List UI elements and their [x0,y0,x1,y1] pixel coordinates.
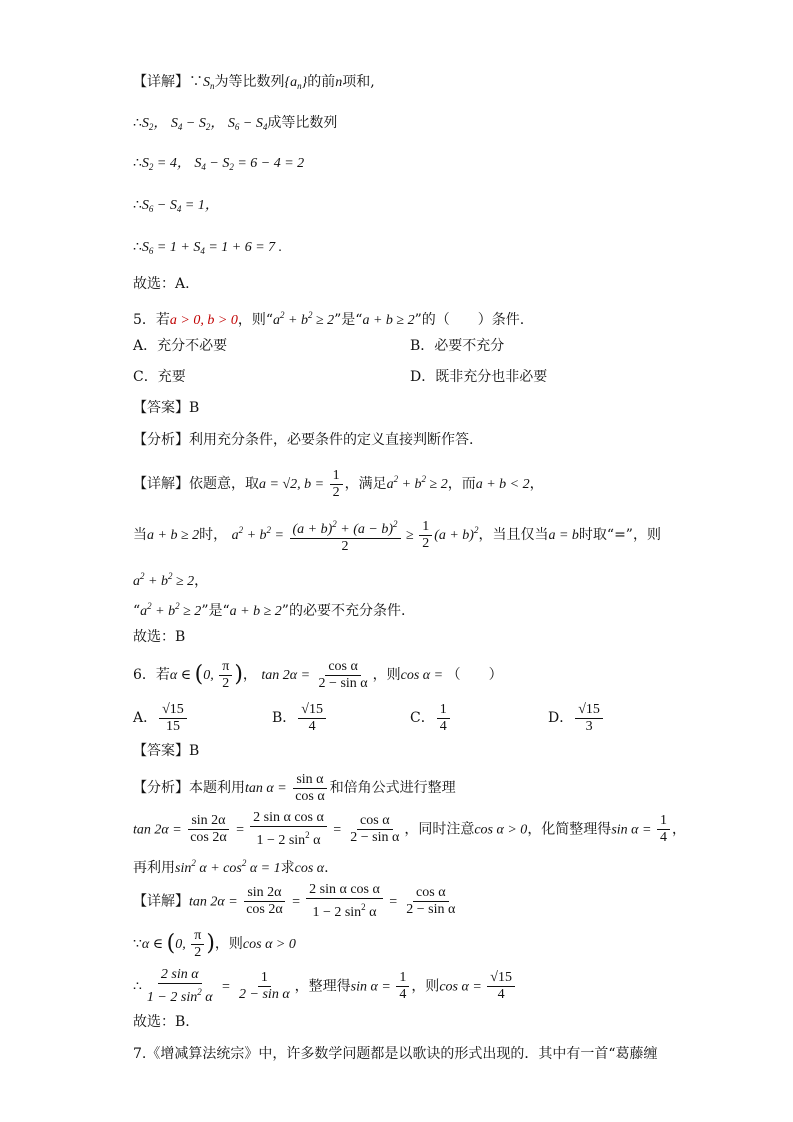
therefore-symbol: ∴ [133,115,142,131]
q5-detail-line3: $a^2 + b^2 \ge 2$， [133,571,209,589]
q6-choose: 故选：B. [133,1014,190,1030]
q6-analysis-line3: 再利用$\sin^2 \alpha + \cos^2 \alpha = 1$求cos α. [133,858,329,876]
q5-detail: 【详解】依题意，取a = √2, b = $\frac{1}{2}$ ，满足$a^2 + b^2 \ge 2$，而a + b < 2， [133,467,544,500]
q4-line2-suffix: 成等比数列 [267,115,338,131]
q7-stem: 7.《增减算法统宗》中，许多数学问题都是以歌诀的形式出现的．其中有一首“葛藤缠 [133,1046,658,1062]
q5-answer-value: B [189,400,200,416]
q5-number: 5．若 [133,312,170,328]
q6-analysis: 【分析】本题利用tan α = $\frac{\text{sin α}}{\text{cos α}}$ 和倍角公式进行整理 [133,771,456,804]
q5-option-b: B．必要不充分 [410,338,505,354]
q6-answer-value: B [189,743,200,759]
q4-line4: $\therefore S_6 - S_4 = 1$， [133,197,219,214]
math-an-set: $\{a_n\}$ [284,75,308,91]
q6-option-d: D． $\frac{√15}{3}$ [548,698,605,738]
math-n: n [335,75,343,90]
q5-analysis-text: 利用充分条件，必要条件的定义直接判断作答. [189,432,474,448]
q5-stem-b: ”是“ [334,312,363,328]
q6-detail-line2: ∵α ∈ (0, $\frac{\pi}{2}$ )，则cos α > 0 [133,927,296,960]
q5-option-a: A．充分不必要 [133,338,228,354]
q5-stem-a: ，则“ [237,312,273,328]
q5-detail-line2: 当a + b ≥ 2时， $a^2 + b^2$ = $\frac{(a + b)^2 + (a - b)^2}{2}$ ≥ $\frac{1}{2}$ $(a + b)^2$，当且仅当a = b时取“=”，则 [133,510,661,556]
math-s6-result: $S_6 = 1 + S_4 = 1 + 6 = 7$ . [141,240,283,256]
q6-option-b: B． $\frac{√15}{4}$ [272,698,328,738]
detail-tag: 【详解】 [133,74,189,90]
math-a2b2: $a^2 + b^2 \ge 2$ [273,310,335,328]
q4-detail-text-c: 项和, [342,74,375,90]
q5-stem [133,305,524,331]
q5-option-d: D．既非充分也非必要 [410,369,548,385]
q4-detail-line [133,72,375,96]
q6-option-c: C． $\frac{1}{4}$ [410,698,452,738]
because-symbol: ∵ [189,74,203,90]
q4-choose: 故选：A. [133,276,190,292]
math-ab: a + b ≥ 2 [362,313,415,328]
math-s6-s4: $S_6 - S_4 = 1$， [141,198,219,214]
q5-option-c: C．充要 [133,369,186,385]
q4-line5: $\therefore S_6 = 1 + S_4 = 1 + 6 = 7$ . [133,239,283,256]
q6-detail-line3: ∴ $\frac{\text{2 sin α}}{1 - 2 \sin^2 \alpha}$ = $\frac{1}{\text{2 − sin α}}$ ，整理得sin α = $\frac{1}{4}$ ，则cos α = $\frac{√15}{4}$ [133,967,517,1006]
q4-detail-text-b: 的前 [307,74,336,90]
q4-line2 [133,113,337,137]
q6-detail: 【详解】tan 2α = $\frac{\sin 2\alpha}{\cos 2\alpha}$ = $\frac{\text{2 sin α cos α}}{1 - 2 \sin^2 \alpha}$ = $\frac{\text{cos α}}{\text{2 − sin α}}$ [133,882,456,920]
math-condition: a > 0, b > 0 [169,313,238,328]
q5-analysis: 【分析】利用充分条件，必要条件的定义直接判断作答. [133,432,474,448]
q5-stem-c: ”的（ ）条件. [414,312,525,328]
q5-answer: 【答案】B [133,400,200,416]
q5-choose: 故选：B [133,629,186,645]
q4-line3: $\therefore S_2 = 4$， $S_4 - S_2 = 6 - 4 = 2$ [133,155,305,172]
q6-answer: 【答案】B [133,743,200,759]
q4-detail-text-a: 为等比数列 [214,74,285,90]
q6-analysis-line2: tan 2α = $\frac{\sin 2\alpha}{\cos 2\alpha}$ = $\frac{\text{2 sin α cos α}}{1 - 2 \sin^2 \alpha}$ = $\frac{\text{cos α}}{\text{2 − sin α}}$ ，同时注意cos α > 0，化简整理得sin α = $\frac{1}{4}$ ， [133,810,686,848]
q6-option-a: A． $\frac{√15}{15}$ [133,698,189,738]
math-s2-s4-s6: $S_2$， $S_4 - S_2$， $S_6 - S_4$ [141,116,268,132]
math-s2-eq: $S_2 = 4$， $S_4 - S_2 = 6 - 4 = 2$ [141,156,305,172]
math-sn: $S_n$ [203,75,215,91]
q6-stem: 6．若α ∈ (0, $\frac{\pi}{2}$ )， tan 2α = $\frac{\text{cos α}}{\text{2 − sin α}}$ ，则cos α = （ ） [133,658,503,691]
q5-conclusion: “$a^2 + b^2 \ge 2$”是“a + b ≥ 2”的必要不充分条件. [133,601,406,619]
